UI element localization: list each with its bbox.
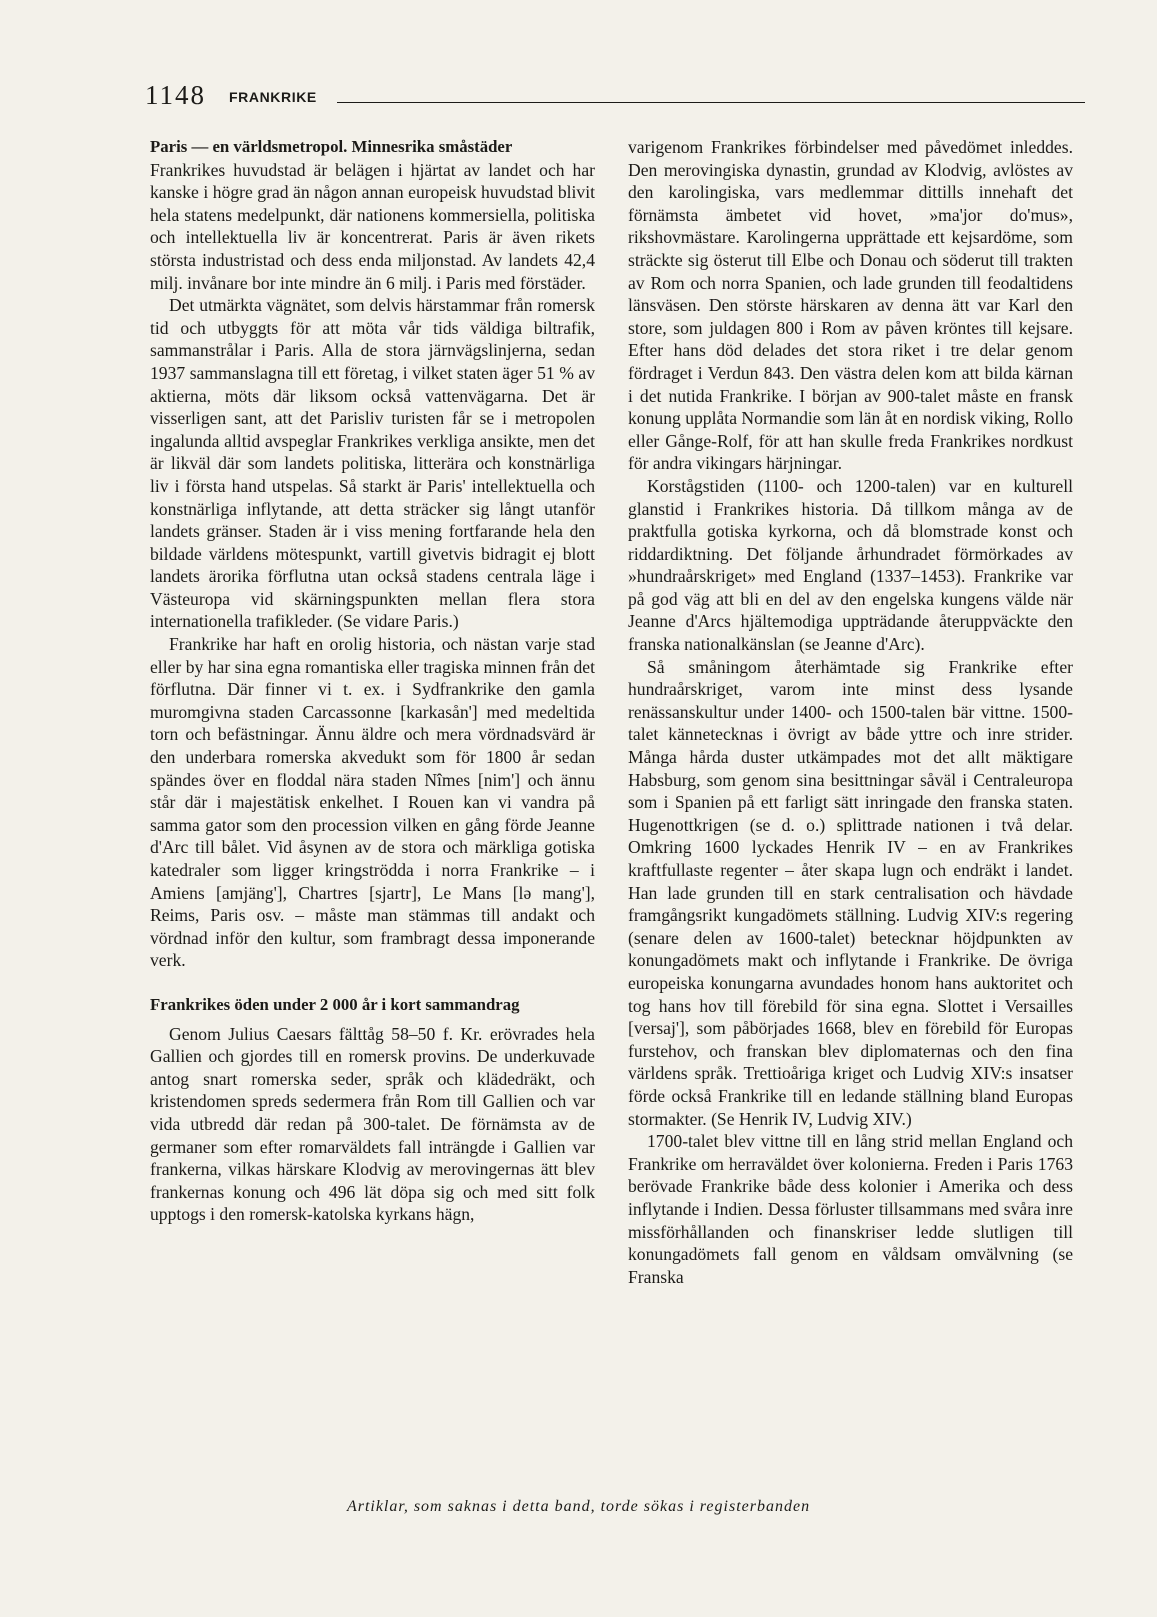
page-header <box>145 82 1085 108</box>
running-title: FRANKRIKE <box>229 89 317 105</box>
paragraph: Genom Julius Caesars fälttåg 58–50 f. Kr. erövrades hela Gallien och gjordes till en romersk provins. De underkuvade antog snart romerska seder, språk och klädedräkt, och kristendomen spreds sedermera från Rom till Gallien och var vida utbredd där redan på 300-talet. De förnämsta av de germaner som efter romarväldets fall inträngde i Gallien var frankerna, vilkas härskare Klodvig av merovingernas ätt blev frankernas konung och 496 lät döpa sig och med sitt folk upptogs i den romersk-katolska kyrkans hägn, <box>150 1023 595 1225</box>
footer-note: Artiklar, som saknas i detta band, torde sökas i registerbanden <box>346 1498 811 1515</box>
paragraph-continuation: varigenom Frankrikes förbindelser med påvedömet inleddes. Den merovingiska dynastin, grundad av Klodvig, avlöstes av den karolingiska, vars medlemmar dittills innehaft det förnämsta ämbetet vid hovet, »ma'jor do'mus», rikshovmästare. Karolingerna upprättade ett kejsardöme, som sträckte sig österut till Elbe och Donau och söderut till trakten av Rom och norra Spanien, och lade grunden till feodaltidens länsväsen. Den störste härskaren av denna ätt var Karl den store, som juldagen 800 i Rom av påven kröntes till kejsare. Efter hans död delades det stora riket i tre delar genom fördraget i Verdun 843. Den västra delen kom att bilda kärnan i det nutida Frankrike. I början av 900-talet måste en fransk konung upplåta Normandie som län åt en nordisk viking, Rollo eller Gånge-Rolf, för att han skulle freda Frankrikes nordkust för andra vikingars härjningar. <box>628 137 1073 474</box>
paragraph: Korstågstiden (1100- och 1200-talen) var en kulturell glanstid i Frankrikes historia. Då tillkom många av de praktfulla gotiska kyrkorna, och då blomstrade konst och riddardiktning. Det följande århundradet förmörkades av »hundraårskriget» med England (1337–1453). Frankrike var på god väg att bli en del av den engelska kungens välde när Jeanne d'Arcs hjältemodiga uppträdande återuppväckte den franska nationalkänslan (se Jeanne d'Arc). <box>628 475 1073 655</box>
paragraph: 1700-talet blev vittne till en lång strid mellan England och Frankrike om herraväldet över kolonierna. Freden i Paris 1763 berövade Frankrike både dess kolonier i Amerika och dess inflytande i Indien. Dessa förluster tillsammans med svåra inre missförhållanden och finanskriser ledde slutligen till konungadömets fall genom en våldsam omvälvning (se Franska <box>628 1131 1073 1287</box>
paragraph: Det utmärkta vägnätet, som delvis härstammar från romersk tid och utbyggts för att möta vår tids väldiga biltrafik, sammanstrålar i Paris. Alla de stora järnvägslinjerna, sedan 1937 sammanslagna till ett företag, i vilket staten äger 51 % av aktierna, möts där liksom också vattenvägarna. Det är visserligen sant, att det Parisliv turisten får se i metropolen ingalunda alltid avspeglar Frankrikes verkliga ansikte, men det är likväl där som landets politiska, litterära och konstnärliga liv i första hand utspelas. Så starkt är Paris' intellektuella och konstnärliga inflytande, att detta sträcker sig långt utanför landets gränser. Staden är i viss mening fortfarande hela den bildade världens mötespunkt, vartill givetvis bidragit ej blott landets ärorika förflutna utan också stadens centrala läge i Västeuropa vid skärningspunkten mellan flera stora internationella trafikleder. (Se vidare Paris.) <box>150 295 595 632</box>
section-heading-history: Frankrikes öden under 2 000 år i kort sammandrag <box>150 994 520 1014</box>
right-column <box>628 136 1073 1288</box>
header-rule <box>337 102 1085 103</box>
page-number: 1148 <box>145 80 206 110</box>
left-column <box>150 136 595 1226</box>
paragraph: Frankrike har haft en orolig historia, och nästan varje stad eller by har sina egna romantiska eller tragiska minnen från det förflutna. Där finner vi t. ex. i Sydfrankrike den gamla muromgivna staden Carcassonne [karkasån'] med medeltida torn och befästningar. Ännu äldre och mera vördnadsvärd är den underbara romerska akvedukt som för 1800 år sedan spändes över en floddal nära staden Nîmes [nim'] och ännu står där i majestätisk enkelhet. I Rouen kan vi vandra på samma gator som den procession vilken en gång förde Jeanne d'Arc till bålet. Vid åsynen av de stora och märkliga gotiska katedraler som ligger kringströdda i norra Frankrike – i Amiens [amjäng'], Chartres [sjartr], Le Mans [lə mang'], Reims, Paris osv. – måste man stämmas till andakt och vördnad inför den kultur, som frambragt dessa imponerande verk. <box>150 634 595 971</box>
paragraph: Frankrikes huvudstad är belägen i hjärtat av landet och har kanske i högre grad än någon annan europeisk huvudstad blivit hela statens medelpunkt, där nationens kommersiella, politiska och intellektuella liv är koncentrerat. Paris är även rikets största industristad och dess enda miljonstad. Av landets 42,4 milj. invånare bor inte mindre än 6 milj. i Paris med förstäder. <box>150 159 595 293</box>
paragraph: Så småningom återhämtade sig Frankrike efter hundraårskriget, varom inte minst dess lysande renässanskultur under 1400- och 1500-talen bär vittne. 1500-talet kännetecknas i övrigt av både yttre och inre strider. Många hårda duster utkämpades mot det allt mäktigare Habsburg, som genom sina besittningar såväl i Centraleuropa som i Spanien på ett farligt sätt inringade den franska staten. Hugenottkrigen (se d. o.) splittrade nationen i två delar. Omkring 1600 lyckades Henrik IV – en av Frankrikes kraftfullaste regenter – åter skapa lugn och endräkt i landet. Han lade grunden till en stark centralisation och hävdade framgångsrikt kungadömets ställning. Ludvig XIV:s regering (senare delen av 1600-talet) betecknar höjdpunkten av konungadömets makt och inflytande i Frankrike. De övriga europeiska konungarna avundades honom hans auktoritet och tog hans hov till förebild för sina egna. Slottet i Versailles [versaj'], som påbörjades 1668, blev en förebild för Europas furstehov, och franskan blev diplomaternas och den fina världens språk. Trettioåriga kriget och Ludvig XIV:s insatser förde också Frankrike till en ledande ställning bland Europas stormakter. (Se Henrik IV, Ludvig XIV.) <box>628 656 1073 1129</box>
section-heading-paris: Paris — en världsmetropol. Minnesrika småstäder <box>150 137 513 156</box>
